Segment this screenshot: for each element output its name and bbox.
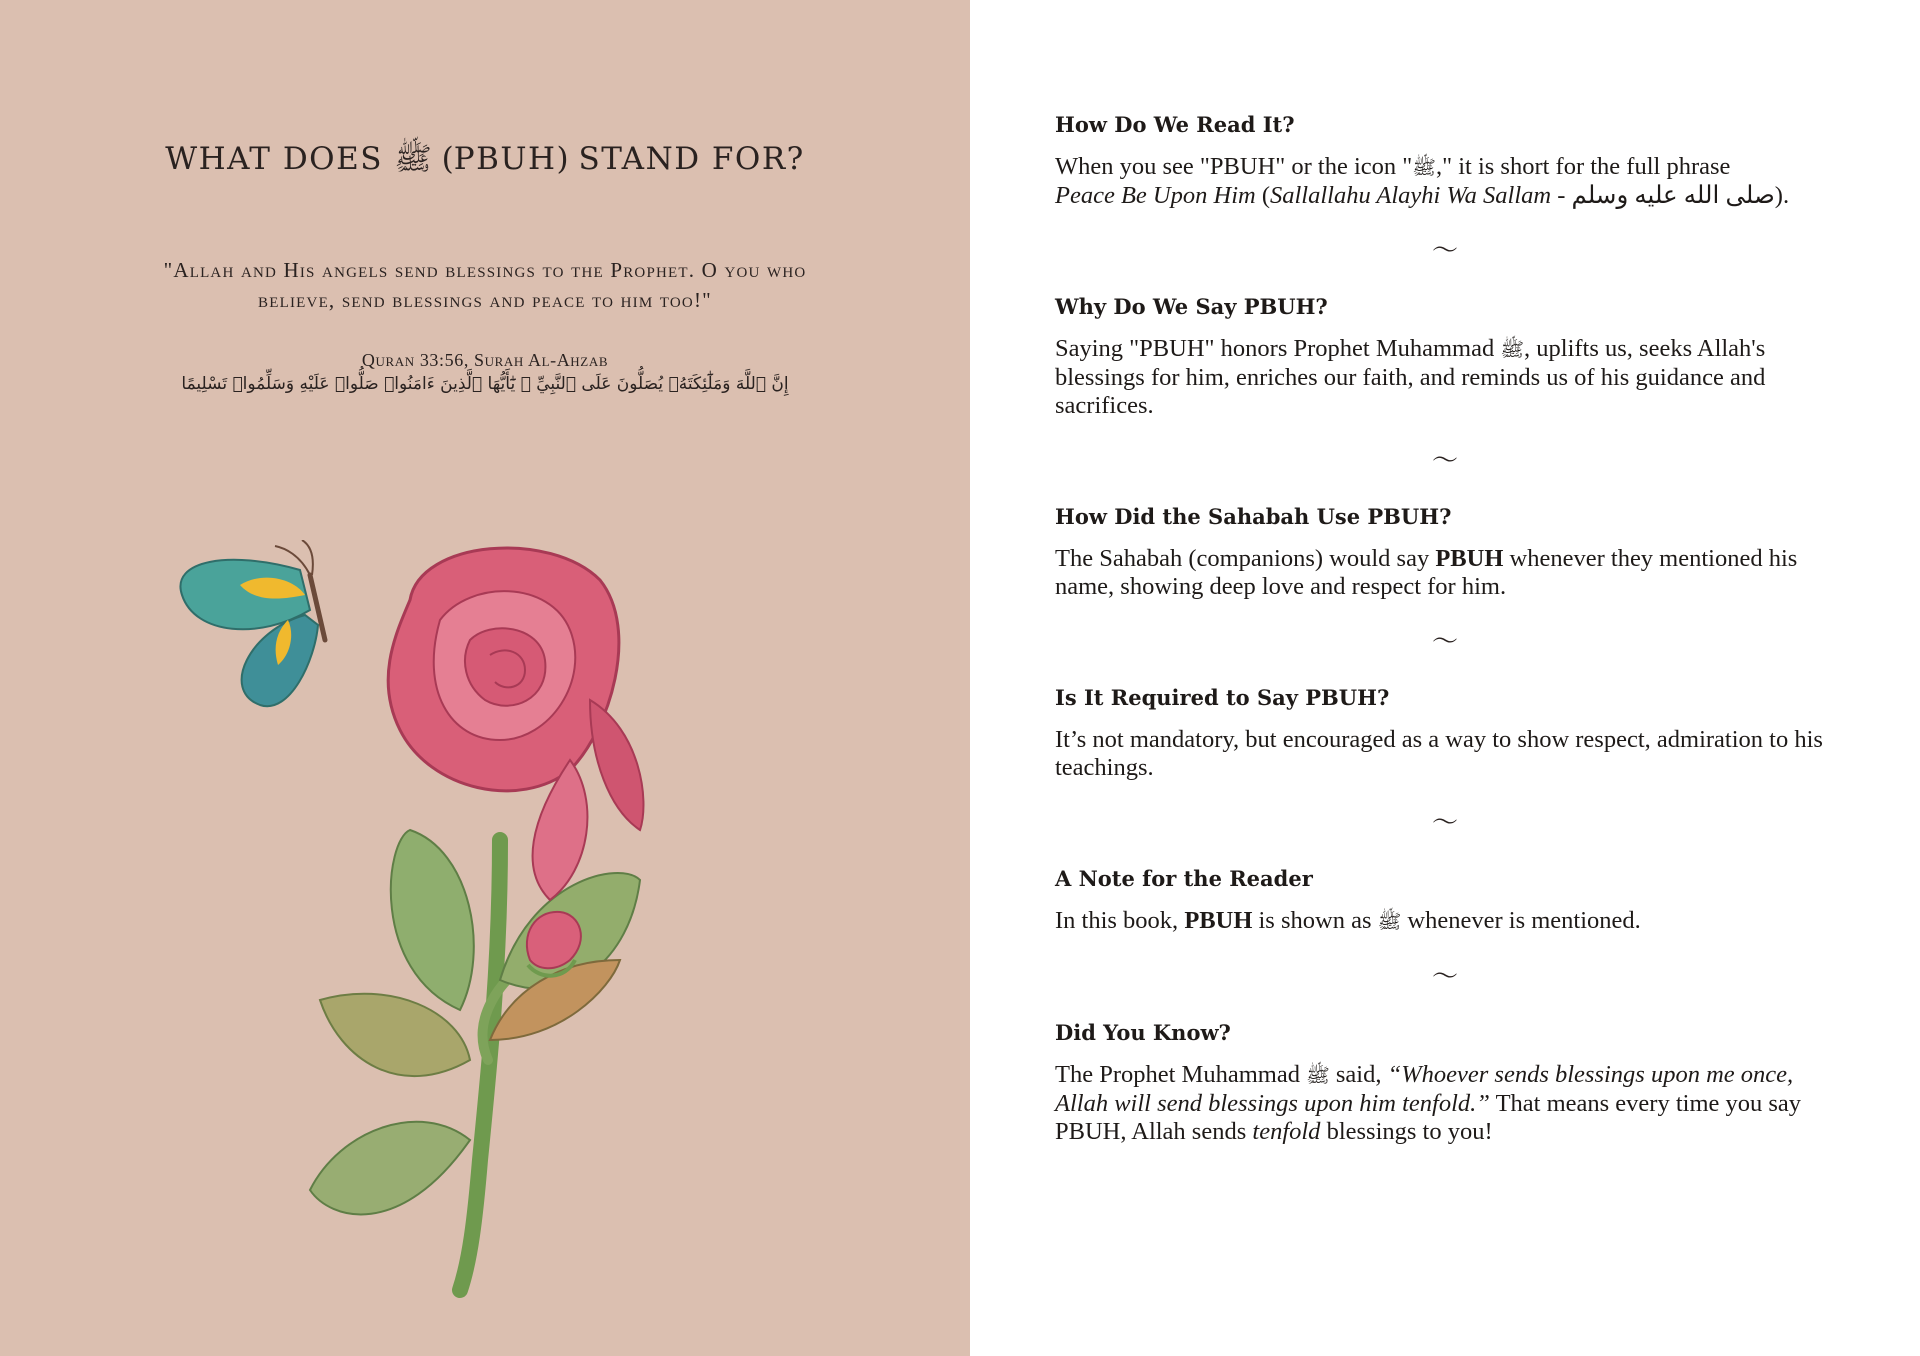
section-heading: Is It Required to Say PBUH? <box>1055 685 1390 710</box>
ornament-divider: 〜 <box>1431 446 1458 476</box>
section-body: When you see "PBUH" or the icon "ﷺ," it is short for the full phrase Peace Be Upon Him (Sallallahu Alayhi Wa Sallam - صلى الله عليه وسلم). <box>1055 153 1790 209</box>
section-heading: Why Do We Say PBUH? <box>1055 294 1328 319</box>
leaf-bottom <box>310 1122 470 1215</box>
section-body: The Prophet Muhammad ﷺ said, “Whoever sends blessings upon me once, Allah will send blessings upon him tenfold.” That means every time you say PBUH, Allah sends tenfold blessings to you! <box>1055 1061 1802 1145</box>
arabic-verse: إِنَّ ٱللَّهَ وَمَلَٰٓئِكَتَهُۥ يُصَلُّونَ عَلَى ٱلنَّبِيِّ ۚ يَٰٓأَيُّهَا ٱلَّذِينَ ءَامَنُوا۟ صَلُّوا۟ عَلَيْهِ وَسَلِّمُوا۟ تَسْلِيمًا <box>181 374 789 394</box>
section-how-read <box>1055 112 1835 210</box>
faq-sections <box>1055 112 1835 1146</box>
quran-citation: Quran 33:56, Surah Al-Ahzab <box>361 350 609 370</box>
section-did-you-know <box>1055 1020 1835 1146</box>
rose-butterfly-illustration <box>170 540 690 1300</box>
section-body: In this book, PBUH is shown as ﷺ whenever is mentioned. <box>1055 907 1641 934</box>
section-heading: How Did the Sahabah Use PBUH? <box>1055 504 1452 529</box>
section-body: The Sahabah (companions) would say PBUH whenever they mentioned his name, showing deep love and respect for him. <box>1055 545 1798 600</box>
ornament-divider: 〜 <box>1431 236 1458 266</box>
ornament-divider: 〜 <box>1431 808 1458 838</box>
butterfly <box>180 540 325 706</box>
section-heading: Did You Know? <box>1055 1020 1231 1045</box>
section-heading: How Do We Read It? <box>1055 112 1295 137</box>
ornament-divider: 〜 <box>1431 627 1458 657</box>
quran-quote: "Allah and His angels send blessings to the Prophet. O you who believe, send blessings and peace to him too!" <box>163 258 807 312</box>
section-heading: A Note for the Reader <box>1055 866 1313 891</box>
page-title: WHAT DOES ﷺ (PBUH) STAND FOR? <box>165 141 805 177</box>
section-sahabah <box>1055 504 1835 601</box>
pbuh-glyph: ﷺ <box>1500 338 1525 361</box>
leaf-left-upper <box>391 830 474 1010</box>
ornament-divider: 〜 <box>1431 962 1458 992</box>
leaf-left-middle <box>320 994 470 1076</box>
section-body: Saying "PBUH" honors Prophet Muhammad ﷺ, uplifts us, seeks Allah's blessings for him, enriches our faith, and reminds us of his guidance and sacrifices. <box>1055 335 1766 419</box>
section-note-reader <box>1055 866 1835 936</box>
pbuh-glyph: ﷺ <box>1412 156 1436 179</box>
section-required <box>1055 685 1835 782</box>
section-body: It’s not mandatory, but encouraged as a way to show respect, admiration to his teachings. <box>1055 726 1823 781</box>
pbuh-glyph: ﷺ <box>1377 910 1402 933</box>
section-why-say <box>1055 294 1835 420</box>
pbuh-glyph: ﷺ <box>1306 1064 1330 1087</box>
